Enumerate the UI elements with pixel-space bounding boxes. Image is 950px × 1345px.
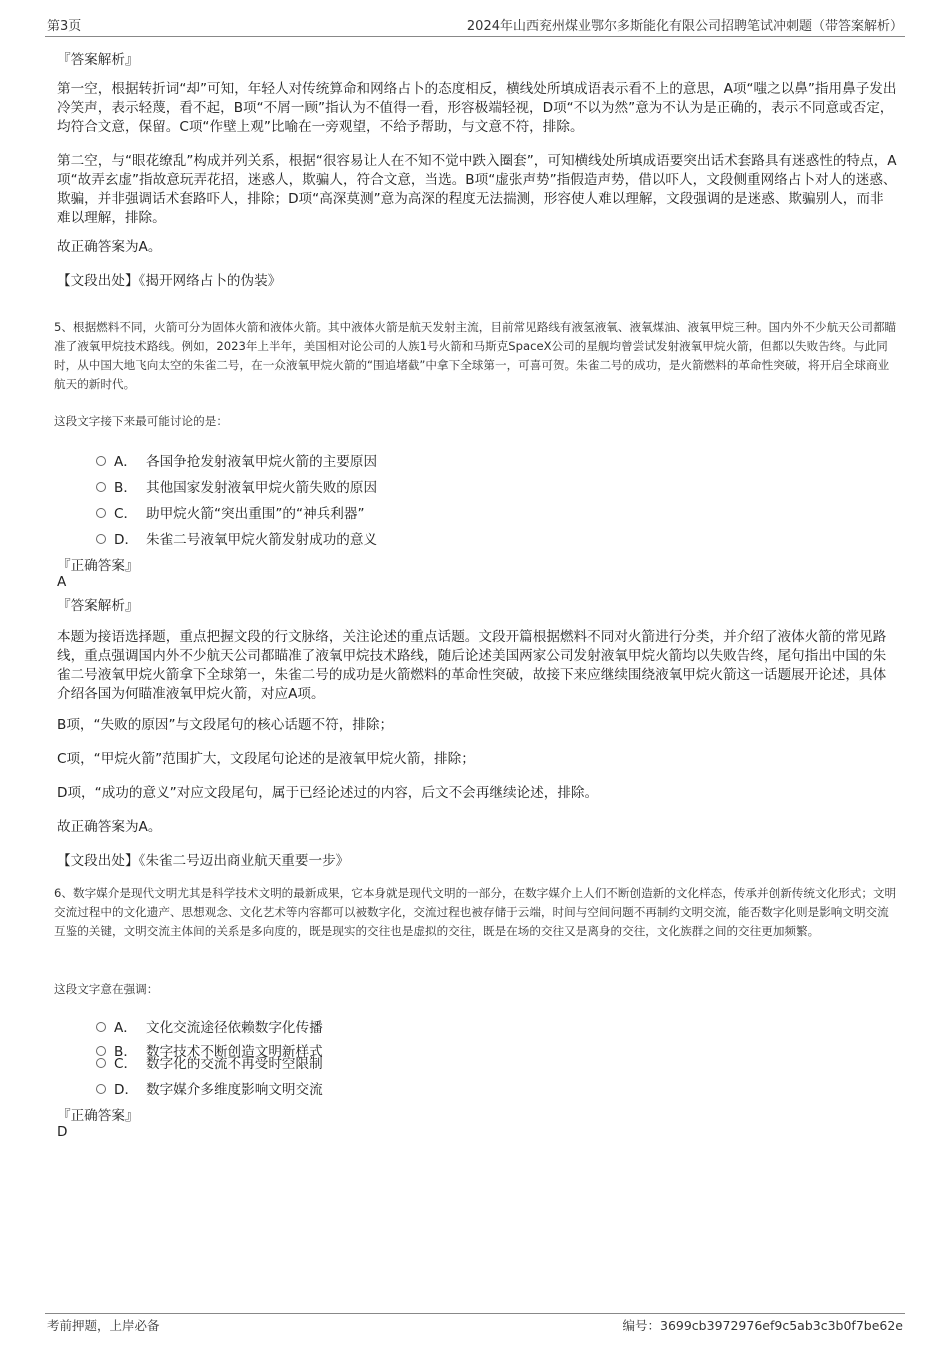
q6-prompt: 这段文字意在强调：	[54, 982, 159, 996]
q5-conclusion: 故正确答案为A。	[57, 819, 162, 835]
radio-icon[interactable]	[96, 482, 106, 492]
q5-source: 【文段出处】《朱雀二号迈出商业航天重要一步》	[57, 853, 350, 869]
q5-analysis-para4: D项，“成功的意义”对应文段尾句，属于已经论述过的内容，后文不会再继续论述，排除。	[57, 785, 599, 801]
q4-conclusion: 故正确答案为A。	[57, 239, 162, 255]
q4-analysis-para1: 第一空，根据转折词“却”可知，年轻人对传统算命和网络占卜的态度相反，横线处所填成语表示看不上的意思，A项“嗤之以鼻”指用鼻子发出冷笑声，表示轻蔑，看不起，B项“不屑一顾”指认为不值得一看，形容极端轻视，D项“不以为然”意为不认为是正确的，表示不同意或否定，均符合文意，保留。C项“作壁上观”比喻在一旁观望，不给予帮助，与文意不符，排除。	[57, 81, 897, 135]
q4-source: 【文段出处】《揭开网络占卜的伪装》	[57, 273, 282, 289]
q6-answer-label: 『正确答案』	[57, 1108, 139, 1124]
q5-analysis-para3: C项，“甲烷火箭”范围扩大，文段尾句论述的是液氧甲烷火箭，排除；	[57, 751, 475, 767]
radio-icon[interactable]	[96, 1084, 106, 1094]
page-number: 第3页	[47, 19, 82, 34]
radio-icon[interactable]	[96, 456, 106, 466]
document-title: 2024年山西兖州煤业鄂尔多斯能化有限公司招聘笔试冲刺题（带答案解析）	[466, 19, 903, 34]
q5-prompt: 这段文字接下来最可能讨论的是：	[54, 414, 228, 428]
radio-icon[interactable]	[96, 1022, 106, 1032]
q4-analysis-para2: 第二空，与“眼花缭乱”构成并列关系，根据“很容易让人在不知不觉中跌入圈套”，可知横线处所填成语要突出话术套路具有迷惑性的特点，A项“故弄玄虚”指故意玩弄花招，迷惑人，欺骗人，符合文意，当选。B项“虚张声势”指假造声势，借以吓人，文段侧重网络占卜对人的迷惑、欺骗，并非强调话术套路吓人，排除；D项“高深莫测”意为高深的程度无法揣测，形容使人难以理解，文段强调的是迷惑、欺骗别人，而非难以理解，排除。	[57, 153, 897, 226]
q5-answer: A	[57, 574, 67, 590]
q4-analysis-label: 『答案解析』	[57, 52, 139, 68]
radio-icon[interactable]	[96, 508, 106, 518]
q5-analysis-para1: 本题为接语选择题，重点把握文段的行文脉络，关注论述的重点话题。文段开篇根据燃料不同对火箭进行分类，并介绍了液体火箭的常见路线，重点强调国内外不少航天公司都瞄准了液氧甲烷技术路线，随后论述美国两家公司发射液氧甲烷火箭均以失败告终，尾句指出中国的朱雀二号液氧甲烷火箭拿下全球第一，朱雀二号的成功是火箭燃料的革命性突破，故接下来应继续围绕液氧甲烷火箭这一话题展开论述，具体介绍各国为何瞄准液氧甲烷火箭，对应A项。	[57, 629, 887, 702]
q6-answer: D	[57, 1124, 68, 1140]
q5-stem: 5、根据燃料不同，火箭可分为固体火箭和液体火箭。其中液体火箭是航天发射主流，目前常见路线有液氢液氧、液氧煤油、液氧甲烷三种。国内外不少航天公司都瞄准了液氧甲烷技术路线。例如，2023年上半年，美国相对论公司的人族1号火箭和马斯克SpaceX公司的星舰均曾尝试发射液氧甲烷火箭，但都以失败告终。与此同时，从中国大地飞向太空的朱雀二号，在一众液氧甲烷火箭的“围追堵截”中拿下全球第一，可喜可贺。朱雀二号的成功，是火箭燃料的革命性突破，将开启全球商业航天的新时代。	[54, 320, 897, 391]
radio-icon[interactable]	[96, 534, 106, 544]
radio-icon[interactable]	[96, 1058, 106, 1068]
q6-stem: 6、数字媒介是现代文明尤其是科学技术文明的最新成果，它本身就是现代文明的一部分，在数字媒介上人们不断创造新的文化样态，传承并创新传统文化形式；文明交流过程中的文化遗产、思想观念、文化艺术等内容都可以被数字化，交流过程也被存储于云端，时间与空间问题不再制约文明交流，能否数字化则是影响文明交流互鉴的关键，文明交流主体间的关系是多向度的，既是现实的交往也是虚拟的交往，既是在场的交往又是离身的交往，文化族群之间的交往更加频繁。	[54, 886, 897, 938]
radio-icon[interactable]	[96, 1046, 106, 1056]
q5-analysis-para2: B项，“失败的原因”与文段尾句的核心话题不符，排除；	[57, 717, 394, 733]
page-footer	[45, 1313, 905, 1334]
page-header	[45, 14, 905, 37]
q5-analysis-label: 『答案解析』	[57, 598, 139, 614]
footer-slogan: 考前押题，上岸必备	[47, 1318, 160, 1333]
q5-answer-label: 『正确答案』	[57, 558, 139, 574]
document-id: 编号：3699cb3972976ef9c5ab3c3b0f7be62e	[622, 1318, 903, 1333]
